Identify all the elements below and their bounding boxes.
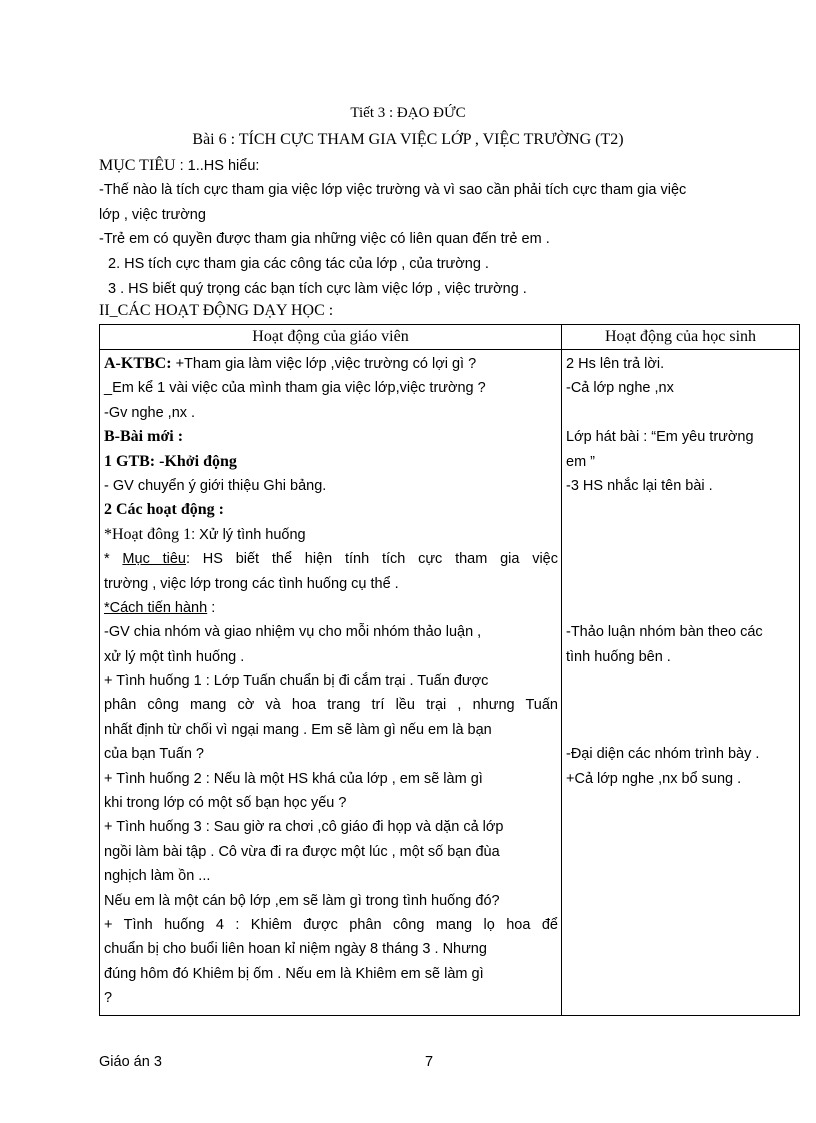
bullet: * [104,551,123,568]
objective-label: Mục tiêu [122,551,186,568]
text-line: 2 Hs lên trả lời. [566,356,665,372]
teacher-activities [100,350,562,1016]
spacer [566,596,796,620]
procedure-label: *Cách tiến hành [104,599,208,616]
lesson-heading: Tiết 3 : ĐẠO ĐỨC [350,105,466,121]
ktbc-label: A-KTBC: [104,355,172,372]
objectives-first-line [99,157,259,175]
text-line: + Tình huống 3 : Sau giờ ra chơi ,cô giáo đi họp và dặn cả lớp [104,819,504,836]
new-lesson-heading: B-Bài mới : [104,428,184,446]
text-line: khi trong lớp có một số bạn học yếu ? [104,795,347,812]
spacer [566,693,796,717]
text-line: xử lý một tình huống . [104,648,245,665]
text-line: -Gv nghe ,nx . [104,404,196,421]
objective-line: 3 . HS biết quý trọng các bạn tích cực làm việc lớp , việc trường . [108,281,527,297]
text-line: em ” [566,453,595,470]
lesson-title: Bài 6 : TÍCH CỰC THAM GIA VIỆC LỚP , VIỆC TRƯỜNG (T2) [192,131,624,148]
text-line: +Cả lớp nghe ,nx bổ sung . [566,770,742,787]
objectives-intro: : 1..HS hiểu: [175,158,260,174]
activity-1-name: : Xử lý tình huống [191,526,306,543]
spacer [566,401,796,425]
text-line: Nếu em là một cán bộ lớp ,em sẽ làm gì trong tình huống đó? [104,892,500,909]
page-number: 7 [425,1054,434,1070]
objective-line: lớp , việc trường [99,207,206,223]
activities-table [99,324,800,1016]
teacher-column-header: Hoạt động của giáo viên [100,325,562,350]
activity-1-label: *Hoạt đông 1 [104,525,192,543]
text-line: -Cả lớp nghe ,nx [566,380,674,397]
text-line: chuẩn bị cho buổi liên hoan kỉ niệm ngày 8 tháng 3 . Nhưng [104,941,487,958]
objective-line: -Trẻ em có quyền được tham gia những việc có liên quan đến trẻ em . [99,231,550,247]
text-line: đúng hôm đó Khiêm bị ốm . Nếu em là Khiêm em sẽ làm gì [104,965,484,982]
table-row [100,350,800,1016]
student-column-header: Hoạt động của học sinh [562,325,800,350]
intro-heading: 1 GTB: -Khởi động [104,452,237,470]
text-line: nghịch làm ồn ... [104,868,211,885]
text-line: phân công mang cờ và hoa trang trí lều trại , nhưng Tuấn [104,697,558,714]
spacer [566,523,796,547]
text-line: trường , việc lớp trong các tình huống cụ thể . [104,575,399,592]
text-line: ngồi làm bài tập . Cô vừa đi ra được một lúc , một số bạn đùa [104,843,500,860]
text-line: -3 HS nhắc lại tên bài . [566,477,713,494]
text-line: ? [104,990,113,1007]
spacer [566,572,796,596]
text-line: + Tình huống 1 : Lớp Tuấn chuẩn bị đi cắm trại . Tuấn được [104,673,489,690]
footer-left: Giáo án 3 [99,1054,162,1070]
text-line: -Đại diện các nhóm trình bày . [566,746,760,763]
text-line: - GV chuyển ý giới thiệu Ghi bảng. [104,477,327,494]
text-line: + Tình huống 4 : Khiêm được phân công mang lọ hoa để [104,916,558,933]
table-header-row [100,325,800,350]
student-activities [562,350,800,1016]
ktbc-line [104,352,558,376]
text-line: -Thảo luận nhóm bàn theo các [566,624,763,641]
text-line: -GV chia nhóm và giao nhiệm vụ cho mỗi nhóm thảo luận , [104,624,482,641]
objective-text [104,547,558,571]
text-line: nhất định từ chối vì ngại mang . Em sẽ làm gì nếu em là bạn [104,721,492,738]
objective-line: -Thế nào là tích cực tham gia việc lớp việc trường và vì sao cần phải tích cực tham gia việc [99,182,687,198]
text-line: + Tình huống 2 : Nếu là một HS khá của lớp , em sẽ làm gì [104,770,483,787]
activity-1-heading [104,523,558,547]
objectives-label: MỤC TIÊU [99,157,176,174]
text-line: tình huống bên . [566,648,671,665]
activities-heading: 2 Các hoạt động : [104,501,225,519]
text-line: Lớp hát bài : “Em yêu trường [566,429,754,446]
spacer [566,547,796,571]
spacer [566,718,796,742]
objective-body: : HS biết thể hiện tính tích cực tham gia việc [185,551,558,568]
section-heading: II_CÁC HOẠT ĐỘNG DẠY HỌC : [99,302,334,319]
spacer [566,669,796,693]
spacer [566,498,796,522]
objective-line: 2. HS tích cực tham gia các công tác của lớp , của trường . [108,256,489,272]
procedure-heading [104,596,558,620]
text-line: _Em kể 1 vài việc của mình tham gia việc lớp,việc trường ? [104,380,486,397]
procedure-colon: : [207,599,216,616]
text-line: của bạn Tuấn ? [104,746,204,763]
ktbc-question: +Tham gia làm việc lớp ,việc trường có lợi gì ? [171,356,477,372]
